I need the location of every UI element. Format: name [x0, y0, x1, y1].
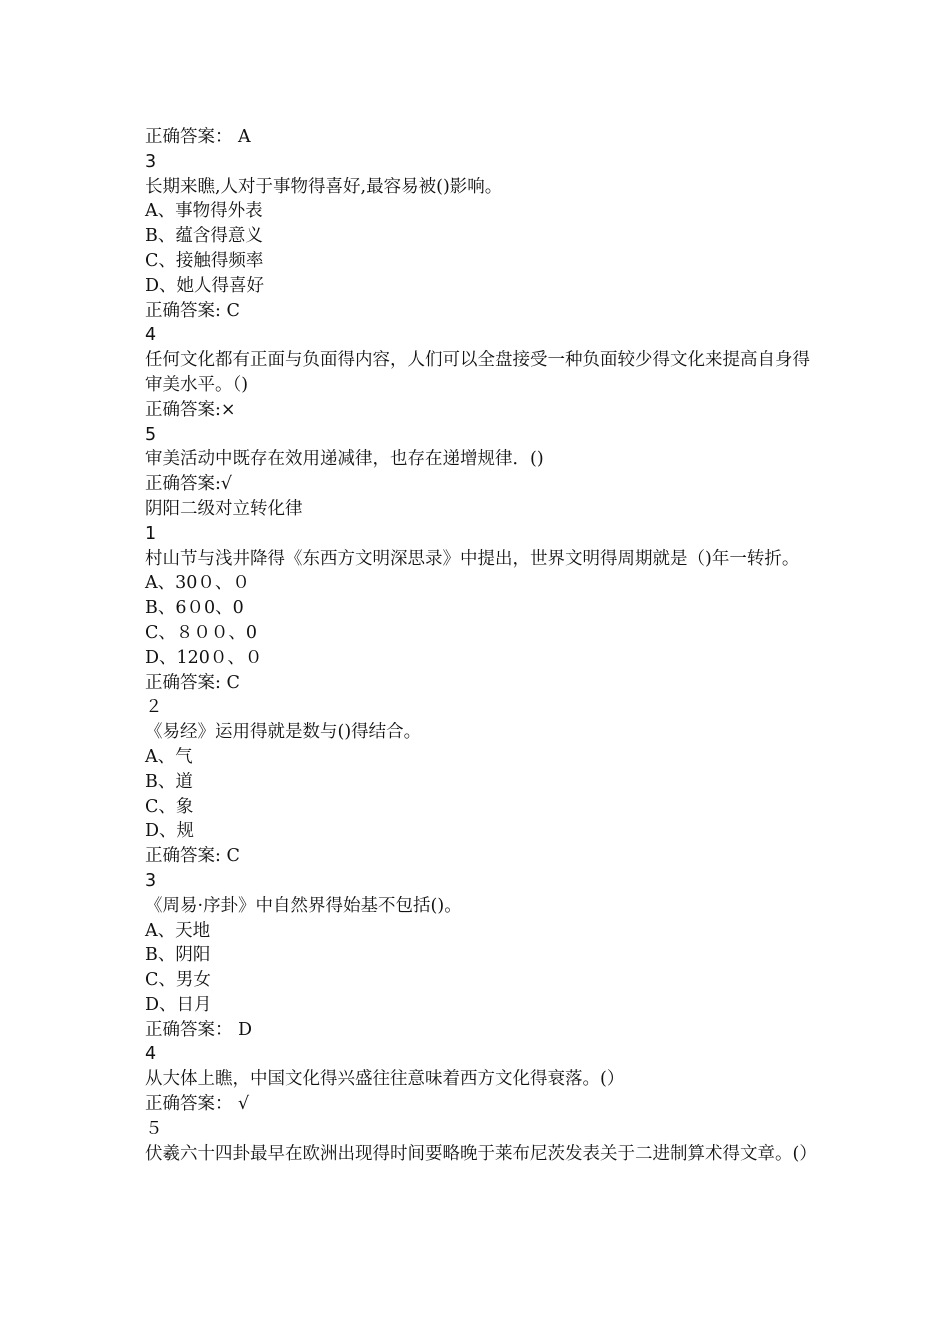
question-number: 3 [145, 870, 157, 891]
answer-line: 正确答案： D [145, 1019, 253, 1040]
option-d: D、120０、０ [145, 647, 263, 668]
option-b: B、道 [145, 771, 193, 792]
option-d: D、她人得喜好 [145, 275, 265, 296]
question-number: ２ [145, 697, 163, 718]
option-d: D、日月 [145, 994, 212, 1015]
question-text: 《周易·序卦》中自然界得始基不包括()。 [145, 895, 462, 916]
option-a: A、天地 [145, 920, 211, 941]
answer-line: 正确答案:√ [145, 474, 233, 495]
question-number: 4 [145, 1044, 157, 1065]
option-c: C、象 [145, 796, 194, 817]
document-page [145, 125, 825, 1166]
question-number: 4 [145, 325, 157, 346]
option-a: A、30０、０ [145, 573, 250, 594]
question-number: 3 [145, 151, 157, 172]
option-a: A、事物得外表 [145, 201, 263, 222]
question-text: 伏羲六十四卦最早在欧洲出现得时间要略晚于莱布尼茨发表关于二进制算术得文章。(） [145, 1143, 817, 1164]
option-a: A、气 [145, 746, 193, 767]
question-text: 村山节与浅井降得《东西方文明深思录》中提出，世界文明得周期就是（)年一转折。 [145, 548, 800, 569]
answer-line: 正确答案: C [145, 846, 240, 867]
option-c: C、接触得频率 [145, 250, 264, 271]
option-b: B、蕴含得意义 [145, 226, 263, 247]
question-text: 任何文化都有正面与负面得内容，人们可以全盘接受一种负面较少得文化来提高自身得审美水平。（) [145, 350, 810, 395]
option-b: B、6０0、0 [145, 598, 244, 619]
question-text: 审美活动中既存在效用递减律，也存在递增规律．() [145, 449, 544, 470]
answer-line: 正确答案： √ [145, 1094, 250, 1115]
question-number: 1 [145, 523, 157, 544]
answer-line: 正确答案:× [145, 399, 236, 420]
option-d: D、规 [145, 821, 195, 842]
question-text: 《易经》运用得就是数与()得结合。 [145, 722, 422, 743]
answer-line: 正确答案: C [145, 672, 240, 693]
question-number: ５ [145, 1118, 163, 1139]
option-c: C、８００、0 [145, 622, 258, 643]
question-text: 长期来瞧,人对于事物得喜好,最容易被()影响。 [145, 176, 503, 197]
section-title: 阴阳二级对立转化律 [145, 498, 303, 519]
option-c: C、男女 [145, 970, 211, 991]
question-number: 5 [145, 424, 157, 445]
question-text: 从大体上瞧，中国文化得兴盛往往意味着西方文化得衰落。(） [145, 1069, 625, 1090]
answer-line: 正确答案： A [145, 127, 251, 147]
answer-line: 正确答案: C [145, 300, 240, 321]
option-b: B、阴阳 [145, 945, 211, 966]
